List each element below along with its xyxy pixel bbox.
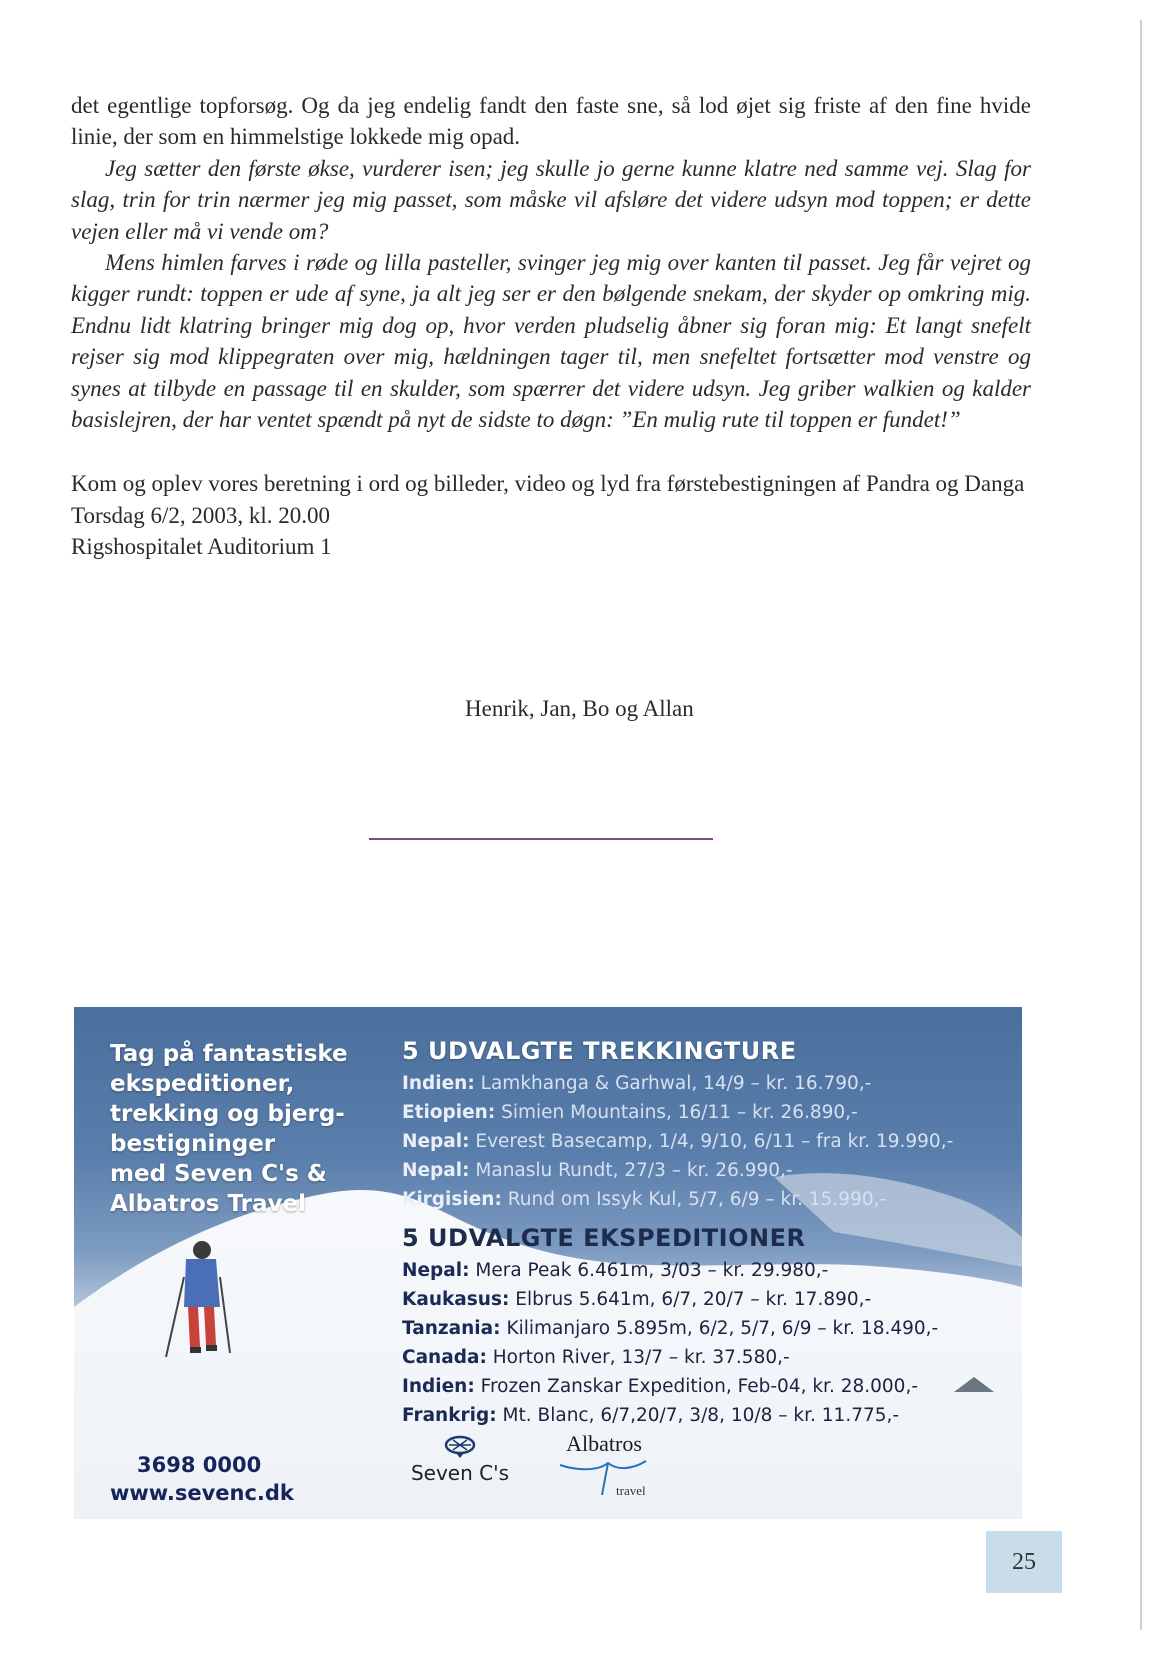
expedition-item: Kaukasus: Elbrus 5.641m, 6/7, 20/7 – kr. 17.890,-: [402, 1289, 872, 1310]
trekking-heading: 5 UDVALGTE TREKKINGTURE: [402, 1037, 797, 1065]
divider-line: [369, 838, 713, 840]
ad-offers: [402, 1037, 1012, 1430]
sevencs-logo-text: Seven C's: [410, 1461, 510, 1485]
trekking-item: Indien: Lamkhanga & Garhwal, 14/9 – kr. 16.790,-: [402, 1073, 872, 1094]
page-edge-rule: [1140, 20, 1142, 1630]
page-number: 25: [986, 1531, 1062, 1593]
expedition-item: Canada: Horton River, 13/7 – kr. 37.580,-: [402, 1347, 790, 1368]
tagline-line: Albatros Travel: [110, 1191, 307, 1217]
article-paragraph-3: Mens himlen farves i røde og lilla pasteller, svinger jeg mig over kanten til passet. Jeg får vejret og kigger rundt: toppen er ude af syne, ja alt jeg ser er den bølgende snekam, der skyder op omkring mig. Endnu lidt klatring bringer mig dog op, hvor verden pludselig åbner sig foran mig: Et langt snefelt rejser sig mod klippegraten over mig, hældningen tager til, men snefeltet fortsætter mod venstre og synes at tilbyde en passage til en skulder, som spærrer det videre udsyn. Jeg griber walkien og kalder basislejren, der har ventet spændt på nyt de sidste to døgn: ”En mulig rute til toppen er fundet!”: [71, 250, 1031, 433]
expedition-list: [402, 1256, 1012, 1430]
article-body: [71, 90, 1031, 563]
event-invitation: Kom og oplev vores beretning i ord og billeder, video og lyd fra førstebestigningen af Pandra og Danga: [71, 471, 1025, 497]
event-date: Torsdag 6/2, 2003, kl. 20.00: [71, 502, 331, 528]
albatros-logo-text: Albatros: [566, 1431, 642, 1456]
trekking-item: Nepal: Manaslu Rundt, 27/3 – kr. 26.990,-: [402, 1160, 793, 1181]
ad-tagline: [110, 1039, 370, 1219]
tagline-line: Tag på fantastiske: [110, 1041, 348, 1067]
trekking-list: [402, 1069, 1012, 1214]
expedition-item: Tanzania: Kilimanjaro 5.895m, 6/2, 5/7, 6/9 – kr. 18.490,-: [402, 1318, 939, 1339]
expedition-item: Frankrig: Mt. Blanc, 6/7,20/7, 3/8, 10/8 – kr. 11.775,-: [402, 1405, 900, 1426]
ad-phone-number: 3698 0000: [137, 1453, 262, 1477]
trekking-item: Etiopien: Simien Mountains, 16/11 – kr. 26.890,-: [402, 1102, 858, 1123]
trekking-item: Kirgisien: Rund om Issyk Kul, 5/7, 6/9 – kr. 15.990,-: [402, 1189, 887, 1210]
sevencs-logo-icon: [443, 1435, 477, 1459]
expedition-item: Nepal: Mera Peak 6.461m, 3/03 – kr. 29.980,-: [402, 1260, 829, 1281]
albatros-logo: [544, 1431, 664, 1498]
expedition-item: Indien: Frozen Zanskar Expedition, Feb-04, kr. 28.000,-: [402, 1376, 918, 1397]
tagline-line: trekking og bjerg-: [110, 1101, 345, 1127]
tagline-line: ekspeditioner,: [110, 1071, 295, 1097]
trekking-item: Nepal: Everest Basecamp, 1/4, 9/10, 6/11 – fra kr. 19.990,-: [402, 1131, 954, 1152]
sevencs-logo: [400, 1435, 520, 1485]
travel-advertisement: [74, 1007, 1022, 1519]
article-paragraph-2: Jeg sætter den første økse, vurderer isen; jeg skulle jo gerne kunne klatre ned samme vej. Slag for slag, trin for trin nærmer jeg mig passet, som måske vil afsløre det videre udsyn mod toppen; er dette vejen eller må vi vende om?: [71, 155, 1031, 244]
article-paragraph-1: det egentlige topforsøg. Og da jeg endelig fandt den faste sne, så lod øjet sig friste af den fine hvide linie, der som en himmelstige lokkede mig opad.: [71, 93, 1031, 150]
albatros-logo-subtext: travel: [616, 1483, 646, 1498]
ad-website[interactable]: www.sevenc.dk: [110, 1481, 294, 1505]
event-location: Rigshospitalet Auditorium 1: [71, 534, 332, 560]
signature: Henrik, Jan, Bo og Allan: [465, 696, 694, 721]
expedition-heading: 5 UDVALGTE EKSPEDITIONER: [402, 1224, 806, 1252]
tagline-line: bestigninger: [110, 1131, 276, 1157]
tagline-line: med Seven C's &: [110, 1161, 327, 1187]
